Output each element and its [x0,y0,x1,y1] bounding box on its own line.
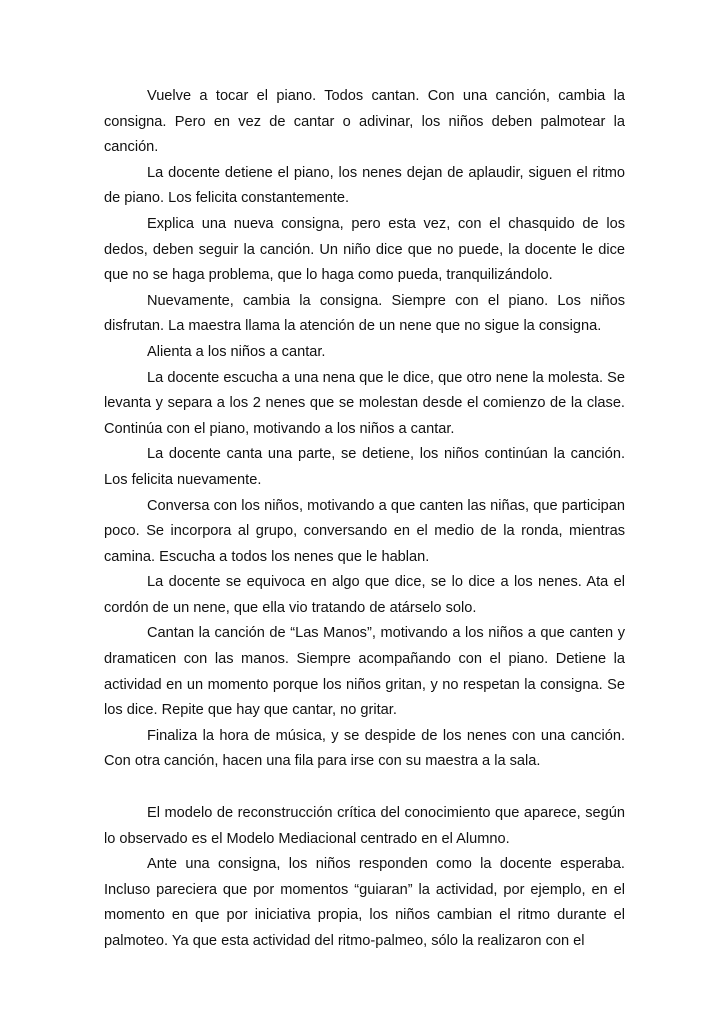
paragraph-spacer [104,775,625,801]
paragraph: Cantan la canción de “Las Manos”, motivando a los niños a que canten y dramaticen con las manos. Siempre acompañando con el piano. Detiene la actividad en un momento porque los niños gritan, y no respetan la consigna. Se los dice. Repite que hay que cantar, no gritar. [104,625,625,719]
paragraph: La docente detiene el piano, los nenes dejan de aplaudir, siguen el ritmo de piano. Los felicita constantemente. [104,164,625,207]
paragraph: La docente escucha a una nena que le dice, que otro nene la molesta. Se levanta y separa a los 2 nenes que se molestan desde el comienzo de la clase. Continúa con el piano, motivando a los niños a cantar. [104,369,625,437]
paragraph: El modelo de reconstrucción crítica del conocimiento que aparece, según lo observado es el Modelo Mediacional centrado en el Alumno. [104,805,625,847]
paragraph: Conversa con los niños, motivando a que canten las niñas, que participan poco. Se incorpora al grupo, conversando en el medio de la ronda, mientras camina. Escucha a todos los nenes que le hablan. [104,497,625,565]
paragraph: Vuelve a tocar el piano. Todos cantan. Con una canción, cambia la consigna. Pero en vez de cantar o adivinar, los niños deben palmotear la canción. [104,88,625,156]
paragraph: Explica una nueva consigna, pero esta vez, con el chasquido de los dedos, deben seguir la canción. Un niño dice que no puede, la docente le dice que no se haga problema, que lo haga como pueda, tranquilizándolo. [104,215,625,284]
paragraph: La docente se equivoca en algo que dice, se lo dice a los nenes. Ata el cordón de un nene, que ella vio tratando de atárselo solo. [104,574,625,616]
paragraph: La docente canta una parte, se detiene, los niños continúan la canción. Los felicita nuevamente. [104,446,625,488]
paragraph: Ante una consigna, los niños responden como la docente esperaba. Incluso pareciera que por momentos “guiaran” la actividad, por ejemplo, en el momento en que por iniciativa propia, los niños cambian el ritmo durante el palmoteo. Ya que esta actividad del ritmo-palmeo, sólo la realizaron con el [104,856,625,949]
paragraph: Finaliza la hora de música, y se despide de los nenes con una canción. Con otra canción, hacen una fila para irse con su maestra a la sala. [104,727,625,770]
paragraph: Nuevamente, cambia la consigna. Siempre con el piano. Los niños disfrutan. La maestra llama la atención de un nene que no sigue la consigna. [104,292,625,335]
paragraph: Alienta a los niños a cantar. [147,343,326,360]
document-page [104,84,625,955]
